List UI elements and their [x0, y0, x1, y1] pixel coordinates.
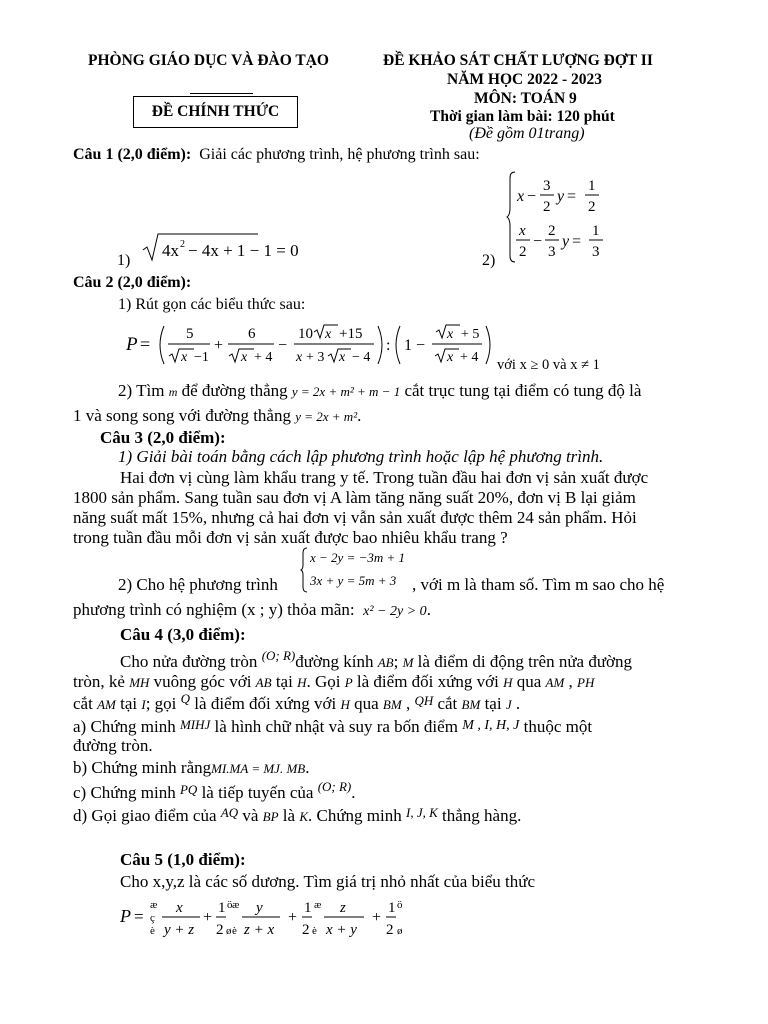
svg-text:y: y [256, 900, 263, 916]
svg-text:ö: ö [227, 899, 233, 911]
q4-l1-d: là điểm di động trên nửa đường [417, 652, 633, 671]
q4-IJK: I, J, K [406, 805, 438, 820]
q2-line1-eq: y = 2x + m² + m − 1 [291, 384, 401, 399]
svg-text:=: = [134, 907, 144, 926]
q2-line2-eq: y = 2x + m² [295, 409, 358, 424]
svg-text:3: 3 [543, 178, 551, 194]
q4-l2-a: tròn, kẻ [73, 672, 125, 691]
official-label: ĐỀ CHÍNH THỨC [151, 103, 280, 120]
svg-text:− 4x + 1 − 1 = 0: − 4x + 1 − 1 = 0 [188, 241, 299, 260]
svg-text:x: x [517, 188, 525, 205]
q4-l2-d: . Gọi [306, 672, 341, 691]
q3-title: Câu 3 (2,0 điểm): [100, 428, 226, 447]
q2-p2-text-b: để đường thẳng [181, 381, 288, 400]
q4-l2-b: vuông góc với [153, 672, 252, 691]
q4-BM-2: BM [461, 697, 481, 712]
svg-text:z + x: z + x [244, 922, 275, 938]
q4-AB: AB [377, 655, 394, 670]
page-count: (Đề gồm 01trang) [469, 125, 585, 142]
q2-p2-end: . [357, 406, 362, 425]
svg-text:−1: −1 [194, 350, 209, 365]
svg-text:x: x [296, 350, 303, 365]
svg-text:ö: ö [397, 899, 403, 911]
svg-text:x: x [325, 327, 332, 342]
q4-part-a-cont: đường tròn. [73, 736, 153, 755]
svg-text:x: x [339, 350, 346, 365]
q4-MIHJ-points: M , I, H, J [462, 718, 520, 733]
q2-part2-line2 [73, 406, 361, 426]
svg-text:x + y: x + y [326, 922, 357, 938]
svg-text:x: x [447, 327, 454, 342]
svg-text:x: x [241, 350, 248, 365]
q4-AQ: AQ [220, 805, 239, 820]
q4-BM: BM [382, 697, 402, 712]
svg-text:1: 1 [592, 223, 600, 239]
q3-part1: 1) Giải bài toán bằng cách lập phương trình hoặc lập hệ phương trình. [118, 447, 604, 466]
svg-text:2: 2 [180, 239, 185, 250]
svg-text:1: 1 [388, 900, 396, 916]
svg-text:1: 1 [304, 900, 312, 916]
q1-intro: Giải các phương trình, hệ phương trình sau: [199, 146, 480, 163]
q4-a-text-c: thuộc một [523, 717, 593, 736]
svg-text:+ 4: + 4 [460, 350, 479, 365]
q4-QH: QH [414, 693, 434, 708]
svg-text:2: 2 [216, 922, 224, 938]
q4-a-text: a) Chứng minh [73, 717, 176, 736]
q4-l2-e: là điểm đối xứng với [356, 672, 499, 691]
svg-text:y: y [557, 188, 565, 205]
svg-text:+15: +15 [339, 326, 363, 342]
q2-var-m: m [168, 385, 178, 399]
svg-text:10: 10 [298, 326, 313, 342]
svg-text:+: + [203, 909, 213, 926]
q4-M: M [402, 655, 414, 670]
q1-title: Câu 1 (2,0 điểm): [73, 146, 192, 163]
q3-part2-c-line: phương trình có nghiệm (x ; y) thỏa mãn: x² − 2y > 0. [73, 600, 431, 619]
q4-circle-OR: (O; R) [261, 648, 296, 663]
q5-title: Câu 5 (1,0 điểm): [120, 850, 246, 869]
exam-title: ĐỀ KHẢO SÁT CHẤT LƯỢNG ĐỢT II [383, 52, 653, 69]
q4-title: Câu 4 (3,0 điểm): [120, 625, 246, 644]
svg-text:5: 5 [186, 326, 194, 342]
svg-text:1: 1 [218, 900, 226, 916]
svg-text:=: = [572, 233, 582, 250]
q4-line2: tròn, kẻ MH vuông góc với AB tại H. Gọi P là điểm đối xứng với H qua AM , PH [73, 672, 595, 691]
q4-MIHJ: MIHJ [179, 717, 211, 732]
q4-J: J [505, 697, 512, 712]
svg-text:3: 3 [592, 244, 600, 260]
q4-K: K [299, 809, 308, 824]
q4-l1-c: ; [393, 652, 399, 671]
q4-H: H [297, 675, 307, 690]
svg-text:x: x [519, 223, 526, 239]
svg-text:6: 6 [248, 326, 256, 342]
svg-text:−: − [533, 233, 543, 250]
subject: MÔN: TOÁN 9 [474, 90, 577, 107]
q3-text-line2: 1800 sản phẩm. Sang tuần sau đơn vị A làm tăng năng suất 20%, đơn vị B lại giảm [73, 488, 636, 507]
svg-text:æ: æ [314, 899, 322, 911]
department-name: PHÒNG GIÁO DỤC VÀ ĐÀO TẠO [88, 52, 329, 69]
q2-title: Câu 2 (2,0 điểm): [73, 274, 192, 291]
svg-text:−: − [278, 337, 288, 354]
q3-condition: x² − 2y > 0 [363, 604, 427, 619]
svg-text:1: 1 [588, 178, 596, 194]
q4-l1-b: đường kính [295, 652, 374, 671]
q2-part1: 1) Rút gọn các biểu thức sau: [118, 296, 306, 313]
q4-part-d [73, 806, 521, 826]
q3-part2-a: 2) Cho hệ phương trình [118, 575, 278, 594]
svg-text:ç: ç [150, 912, 155, 924]
q4-l3-g: tại [484, 694, 502, 713]
q4-l3-d: là điểm đối xứng với [194, 694, 337, 713]
q1-item1-label: 1) [117, 252, 131, 269]
svg-text:−: − [527, 188, 537, 205]
svg-text:P: P [120, 906, 131, 926]
q4-d-text-e: thẳng hàng. [442, 806, 522, 825]
svg-text:=: = [567, 188, 577, 205]
svg-text:2: 2 [543, 199, 551, 215]
q1-line [73, 146, 480, 164]
q3-part2-c: phương trình có nghiệm (x ; y) thỏa mãn: [73, 600, 355, 619]
svg-text:P: P [126, 334, 138, 355]
q4-BP: BP [262, 809, 279, 824]
q4-eq-MI: MI.MA = MJ. MB [211, 761, 306, 776]
q4-line3: cắt AM tại I; gọi $^Q$ là điểm đối xứng với H qua BM , $^{QH}$ cắt BM tại J . [73, 691, 521, 713]
svg-text:1: 1 [404, 337, 412, 354]
svg-text:+: + [372, 909, 382, 926]
svg-text:z: z [340, 900, 346, 916]
svg-text:è: è [312, 925, 317, 937]
q4-c-text: c) Chứng minh [73, 783, 176, 802]
q3-part2-b: , với m là tham số. Tìm m sao cho hệ [412, 575, 665, 594]
q5-formula [120, 896, 430, 944]
svg-text:y: y [562, 233, 570, 250]
svg-text:æ: æ [150, 899, 158, 911]
q3-text-line4: trong tuần đầu mỗi đơn vị sản xuất được bao nhiêu khẩu trang ? [73, 528, 508, 547]
q4-d-text: d) Gọi giao điểm của [73, 806, 217, 825]
q4-PH: PH [577, 675, 595, 690]
svg-text:3: 3 [548, 244, 556, 260]
svg-text:è: è [150, 925, 155, 937]
svg-text:2: 2 [588, 199, 596, 215]
q4-part-b: b) Chứng minh rằngMI.MA = MJ. MB. [73, 758, 310, 777]
svg-text:+ 3: + 3 [306, 350, 325, 365]
svg-text:+ 5: + 5 [461, 327, 480, 342]
q2-p2-text-c: cắt trục tung tại điểm có tung độ là [404, 381, 642, 400]
q4-c-text-b: là tiếp tuyến của [201, 783, 314, 802]
svg-text:ø: ø [397, 925, 403, 937]
q4-l3-b: tại [120, 694, 138, 713]
q4-d-text-d: . Chứng minh [308, 806, 402, 825]
q3-text-line3: năng suất mất 15%, nhưng cả hai đơn vị vẫn sản xuất được thêm 24 sản phẩm. Hỏi [73, 508, 637, 527]
q1-equation-1 [140, 230, 310, 266]
q2-condition: với x ≥ 0 và x ≠ 1 [497, 357, 600, 373]
q4-l2-c: tại [275, 672, 293, 691]
svg-text:x: x [447, 350, 454, 365]
q4-d-text-b: và [242, 806, 259, 825]
svg-text:y + z: y + z [164, 922, 195, 938]
svg-text:+ 4: + 4 [254, 350, 273, 365]
q4-circle-OR-2: (O; R) [317, 779, 352, 794]
q1-system [506, 168, 616, 268]
official-box [133, 96, 298, 128]
time-limit: Thời gian làm bài: 120 phút [430, 108, 615, 125]
q2-p2-text-a: 2) Tìm [118, 381, 165, 400]
svg-text:2: 2 [548, 223, 556, 239]
svg-text:=: = [140, 334, 151, 354]
q4-a-text-b: là hình chữ nhật và suy ra bốn điểm [214, 717, 458, 736]
svg-text:ø: ø [226, 925, 232, 937]
svg-text:2: 2 [519, 244, 527, 260]
q4-H-2: H [503, 675, 513, 690]
q4-l2-f: qua [516, 672, 542, 691]
svg-text:è: è [232, 925, 237, 937]
svg-text::: : [386, 337, 391, 354]
q4-AM: AM [545, 675, 565, 690]
q4-l3-a: cắt [73, 694, 93, 713]
q4-d-text-c: là [282, 806, 296, 825]
q3-sys-eq1: x − 2y = −3m + 1 [310, 550, 406, 565]
q4-l3-c: ; gọi [145, 694, 177, 713]
q4-line1 [120, 648, 633, 672]
svg-text:x: x [176, 900, 183, 916]
svg-text:4x: 4x [162, 241, 179, 260]
q5-text: Cho x,y,z là các số dương. Tìm giá trị nhỏ nhất của biểu thức [120, 872, 536, 891]
q4-AB-2: AB [255, 675, 272, 690]
q1-item2-label: 2) [482, 252, 496, 269]
q4-l3-e: qua [354, 694, 379, 713]
q4-AM-2: AM [97, 697, 116, 712]
svg-text:−: − [416, 337, 426, 354]
q2-p2-text-d: 1 và song song với đường thẳng [73, 406, 291, 425]
q2-part2-line1 [118, 381, 641, 401]
header-underline [190, 93, 253, 94]
q4-part-c: c) Chứng minh $^{PQ}$ là tiếp tuyến của $^{(O; R)}$. [73, 779, 356, 802]
q4-b-text: b) Chứng minh rằng [73, 758, 212, 777]
q4-l3-f: cắt [437, 694, 458, 713]
svg-text:2: 2 [302, 922, 310, 938]
q4-part-a [73, 717, 592, 737]
q4-PQ: PQ [179, 782, 198, 797]
svg-text:x: x [181, 350, 188, 365]
q4-l1-a: Cho nửa đường tròn [120, 652, 258, 671]
svg-text:æ: æ [232, 899, 240, 911]
q4-MH: MH [129, 675, 150, 690]
svg-text:+: + [288, 909, 298, 926]
q4-P: P [344, 675, 353, 690]
svg-text:− 4: − 4 [352, 350, 371, 365]
q2-expression-P [126, 318, 496, 372]
school-year: NĂM HỌC 2022 - 2023 [447, 71, 602, 88]
q4-Q: Q [180, 691, 191, 706]
q3-system [300, 546, 412, 594]
q3-sys-eq2: 3x + y = 5m + 3 [310, 573, 397, 588]
q4-I: I [141, 697, 146, 712]
q3-text-line1: Hai đơn vị cùng làm khẩu trang y tế. Trong tuần đầu hai đơn vị sản xuất được [120, 468, 649, 487]
svg-text:2: 2 [386, 922, 394, 938]
q4-H-3: H [340, 697, 350, 712]
svg-text:+: + [214, 337, 224, 354]
